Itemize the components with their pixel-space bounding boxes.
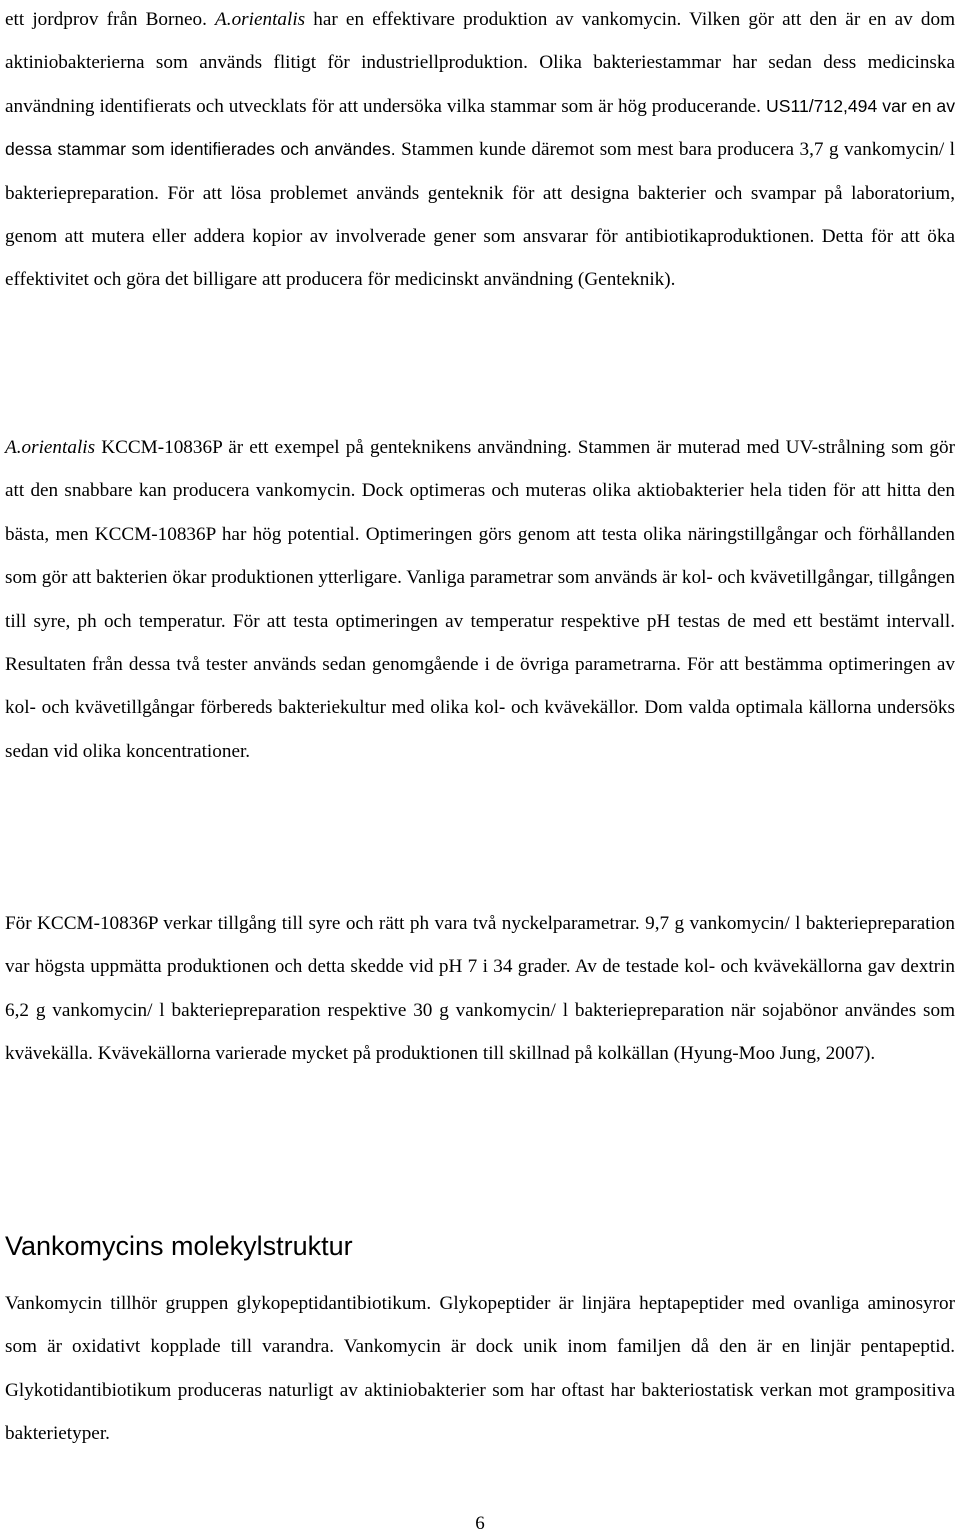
section-heading: Vankomycins molekylstruktur bbox=[5, 1231, 353, 1261]
species-name: A.orientalis bbox=[5, 437, 96, 458]
paragraph-text: För KCCM-10836P verkar tillgång till syre och rätt ph vara två nyckelparametrar. 9,7 g vankomycin/ l bakteriepreparation var högsta uppmätta produktionen och detta skedde vid pH 7 i 34 grader. Av de testade kol- och kvävekällorna gav dextrin 6,2 g vankomycin/ l bakteriepreparation respektive 30 g vankomycin/ l bakteriepreparation när sojabönor användes som kvävekälla. Kvävekällorna varierade mycket på produktionen till skillnad på kolkällan (Hyung-Moo Jung, 2007). bbox=[5, 913, 955, 1065]
paragraph-text: ett jordprov från Borneo. bbox=[5, 9, 216, 30]
paragraph-text: har en effektivare produktion av vankomycin. Vilken gör att den är en av dom aktiniobakterierna som används flitigt för industriellproduktion. Olika bakteriestammar har sedan dess medicinska användning identifierats och utvecklats för att undersöka vilka stammar som är hög producerande. bbox=[5, 9, 955, 117]
body-paragraph-2 bbox=[5, 426, 955, 773]
page-number: 6 bbox=[475, 1513, 485, 1534]
paragraph-text: KCCM-10836P är ett exempel på genteknikens användning. Stammen är muterad med UV-strålning som gör att den snabbare kan producera vankomycin. Dock optimeras och muteras olika aktiobakterier hela tiden för att hitta den bästa, men KCCM-10836P har hög potential. Optimeringen görs genom att testa olika näringstillgångar och förhållanden som gör att bakterien ökar produktionen ytterligare. Vanliga parametrar som används är kol- och kvävetillgångar, tillgången till syre, ph och temperatur. För att testa optimeringen av temperatur respektive pH testas de med ett bestämt intervall. Resultaten från dessa två tester används sedan genomgående i de övriga parametrarna. För att bestämma optimeringen av kol- och kvävetillgångar förbereds bakteriekultur med olika kol- och kvävekällor. Dom valda optimala källorna undersöks sedan vid olika koncentrationer. bbox=[5, 437, 955, 762]
body-paragraph-1 bbox=[5, 0, 955, 302]
body-paragraph-3 bbox=[5, 902, 955, 1076]
paragraph-text: Vankomycin tillhör gruppen glykopeptidantibiotikum. Glykopeptider är linjära heptapeptider med ovanliga aminosyror som är oxidativt kopplade till varandra. Vankomycin är dock unik inom familjen då den är en linjär pentapeptid. Glykotidantibiotikum produceras naturligt av aktiniobakterier som har oftast har bakteriostatisk verkan mot grampositiva bakterietyper. bbox=[5, 1293, 955, 1445]
species-name: A.orientalis bbox=[215, 9, 306, 30]
body-paragraph-4 bbox=[5, 1282, 955, 1456]
paragraph-text: US11/712,494 var en av dessa stammar som identifierades och användes. bbox=[5, 95, 955, 160]
paragraph-text: Stammen kunde däremot som mest bara producera 3,7 g vankomycin/ l bakteriepreparation. För att lösa problemet används genteknik för att designa bakterier och svampar på laboratorium, genom att mutera eller addera kopior av involverade gener som ansvarar för antibiotikaproduktionen. Detta för att öka effektivitet och göra det billigare att producera för medicinskt användning (Genteknik). bbox=[5, 139, 955, 291]
